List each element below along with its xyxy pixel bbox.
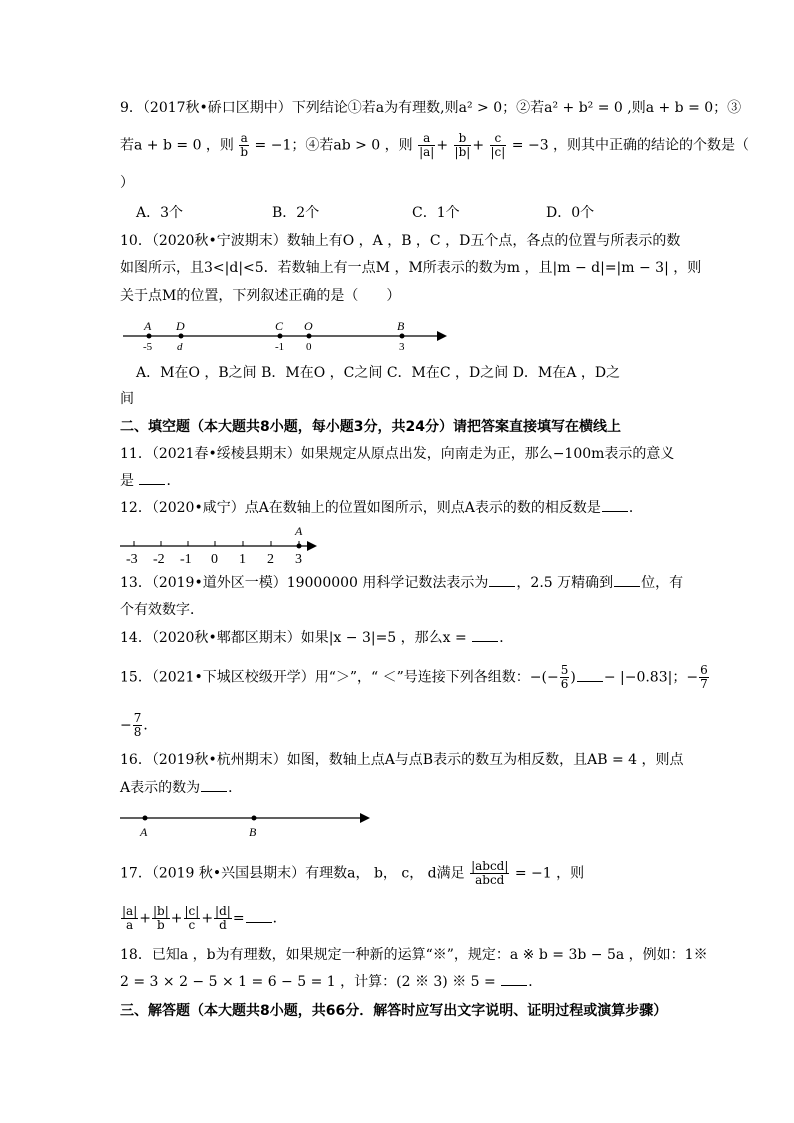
answer-blank xyxy=(489,574,515,587)
fraction-b-abs-b: $\frac{b}{|b|}$ xyxy=(454,131,471,159)
section-2-heading: 二、填空题（本大题共8小题，每小题3分，共24分）请把答案直接填写在横线上 xyxy=(120,419,621,435)
fraction-c-abs-c: $\frac{c}{|c|}$ xyxy=(490,131,506,159)
q10-number-line xyxy=(115,316,455,356)
fraction-5-6: $\frac{5}{6}$ xyxy=(560,663,569,691)
q9-option-a: A．3个 xyxy=(136,205,184,221)
tick-label: 2 xyxy=(267,552,274,567)
fraction-abs-c: $\frac{|c|}{c}$ xyxy=(184,904,200,932)
q10-line3: 关于点M的位置，下列叙述正确的是（ ） xyxy=(120,288,401,304)
q17-line2: $\frac{|a|}{a}$ + $\frac{|b|}{b}$ + $\frac{|c|}{c}$ + $\frac{|d|}{d}$ = ． xyxy=(122,904,287,932)
q9-line3: ） xyxy=(120,175,134,191)
q16-line2: A表示的数为 ． xyxy=(120,780,243,796)
value-c: -1 xyxy=(275,341,285,353)
q15-line2: − $\frac{7}{8}$ ． xyxy=(120,711,158,739)
q10-options: A．M在O ，B之间 B．M在O ，C之间 C．M在C ，D之间 D．M在A ，D之 xyxy=(136,365,621,381)
q9-line1: 9．（2017秋•硚口区期中）下列结论①若a为有理数,则a² > 0；②若a² + b² = 0 ,则a + b = 0；③ xyxy=(120,100,742,116)
q17-line1: 17．（2019 秋•兴国县期末）有理数a， b， c， d满足 $\frac{\text{|abcd|}}{\text{abcd}}$ = −1 ，则 xyxy=(120,859,585,887)
answer-blank xyxy=(602,499,628,512)
q12-number-line xyxy=(115,520,325,568)
tick-label: -2 xyxy=(153,552,165,567)
point-d-dot xyxy=(179,334,184,339)
point-c-dot xyxy=(278,334,283,339)
q10-options-tail: 间 xyxy=(120,391,134,407)
axis-arrow xyxy=(437,331,447,341)
q9-option-d: D．0个 xyxy=(546,205,595,221)
fraction-a-over-b: $\frac{a}{b}$ xyxy=(240,131,249,159)
point-a-dot xyxy=(147,334,152,339)
tick-label: -3 xyxy=(126,552,138,567)
q10-line2: 如图所示，且3<|d|<5．若数轴上有一点M ，M所表示的数为m ，且|m − d|=|m − 3| ，则 xyxy=(120,260,702,276)
axis-arrow xyxy=(307,541,317,551)
q14-line1: 14．（2020秋•郫都区期末）如果|x − 3|=5 ，那么x = ． xyxy=(120,630,514,646)
answer-blank xyxy=(246,910,272,923)
point-b-dot xyxy=(400,334,405,339)
q18-line2: 2 = 3 × 2 − 5 × 1 = 6 − 5 = 1 ，计算：(2 ※ 3) ※ 5 = ． xyxy=(120,974,543,990)
label-b: B xyxy=(249,825,257,839)
fraction-abs-b: $\frac{|b|}{b}$ xyxy=(152,904,169,932)
tick-label: 0 xyxy=(211,552,218,567)
label-o: O xyxy=(304,319,313,333)
q16-number-line xyxy=(115,806,380,840)
answer-blank xyxy=(201,779,227,792)
q9-source: （2017秋•硚口区期中） xyxy=(142,100,292,116)
label-a: A xyxy=(144,319,152,333)
q13-line1: 13．（2019•道外区一模）19000000 用科学记数法表示为 ，2.5 万精确到 位，有 xyxy=(120,575,684,591)
fraction-abs-a: $\frac{|a|}{a}$ xyxy=(122,904,138,932)
fraction-a-abs-a: $\frac{a}{|a|}$ xyxy=(419,131,435,159)
q16-line1: 16．（2019秋•杭州期末）如图，数轴上点A与点B表示的数互为相反数，且AB = 4 ，则点 xyxy=(120,752,684,768)
q18-line1: 18．已知a ，b为有理数，如果规定一种新的运算“※”，规定：a ※ b = 3b − 5a ，例如：1※ xyxy=(120,947,708,963)
value-b: 3 xyxy=(399,341,405,353)
label-b: B xyxy=(397,319,405,333)
q11-line1: 11．（2021春•绥棱县期末）如果规定从原点出发，向南走为正，那么−100m表示的意义 xyxy=(120,446,675,462)
fraction-abcd: $\frac{\text{|abcd|}}{\text{abcd}}$ xyxy=(471,859,509,887)
fraction-7-8: $\frac{7}{8}$ xyxy=(133,711,142,739)
q9-option-b: B．2个 xyxy=(272,205,320,221)
answer-blank xyxy=(501,973,527,986)
q13-line2: 个有效数字． xyxy=(120,602,204,618)
point-a-dot xyxy=(297,544,302,549)
point-a-dot xyxy=(143,816,148,821)
value-d: d xyxy=(177,341,183,353)
section-3-heading: 三、解答题（本大题共8小题，共66分．解答时应写出文字说明、证明过程或演算步骤） xyxy=(120,1003,668,1019)
point-o-dot xyxy=(307,334,312,339)
q9-line2: 若a + b = 0 ，则 $\frac{a}{b}$ = −1；④若ab > 0 ，则 $\frac{a}{|a|}$ + $\frac{b}{|b|}$ + $\frac{c}{|c|}$ = −3 ，则其中正确的结论的个数是（ xyxy=(120,131,750,159)
answer-blank xyxy=(472,629,498,642)
label-c: C xyxy=(275,319,284,333)
label-a: A xyxy=(140,825,148,839)
fraction-6-7: $\frac{6}{7}$ xyxy=(700,663,708,691)
fraction-abs-d: $\frac{|d|}{d}$ xyxy=(215,904,231,932)
q15-line1: 15．（2021•下城区校级开学）用“＞”，“ ＜”号连接下列各组数：−(− $\frac{5}{6}$ ) − |−0.83|；− $\frac{6}{7}$ xyxy=(120,663,708,691)
tick-label: -1 xyxy=(180,552,192,567)
q9-option-c: C．1个 xyxy=(412,205,460,221)
point-b-dot xyxy=(252,816,257,821)
tick-label: 3 xyxy=(295,552,302,567)
q11-line2: 是 ． xyxy=(120,473,181,489)
answer-blank xyxy=(577,669,603,682)
tick-label: 1 xyxy=(239,552,246,567)
q12-line1: 12．（2020•咸宁）点A在数轴上的位置如图所示，则点A表示的数的相反数是 ． xyxy=(120,500,643,516)
answer-blank xyxy=(139,472,165,485)
axis-arrow xyxy=(360,813,370,823)
value-a: -5 xyxy=(143,341,153,353)
label-d: D xyxy=(176,319,185,333)
value-o: 0 xyxy=(306,341,312,353)
answer-blank xyxy=(614,574,640,587)
label-a: A xyxy=(295,524,303,538)
q9-number: 9． xyxy=(120,100,143,116)
q10-line1: 10．（2020秋•宁波期末）数轴上有O ，A ，B ，C ，D五个点，各点的位置与所表示的数 xyxy=(120,233,681,249)
